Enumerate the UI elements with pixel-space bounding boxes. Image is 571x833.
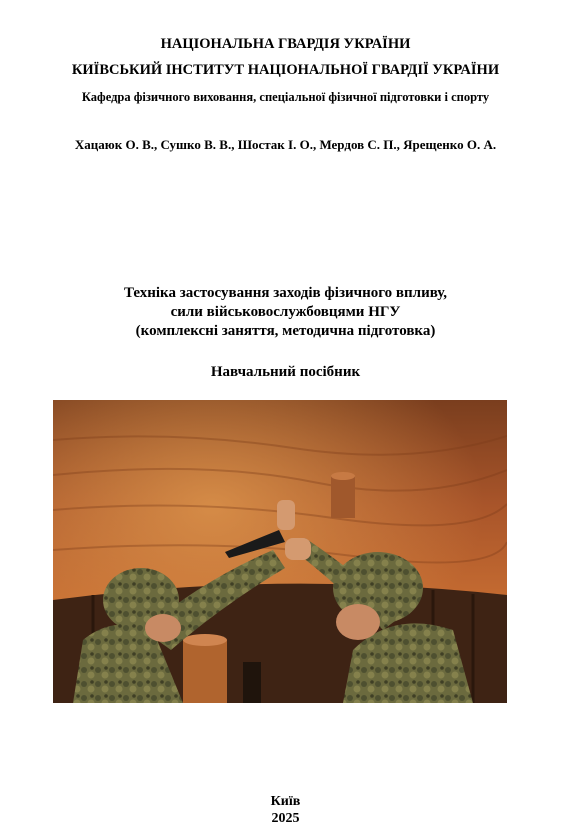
title-line-2: сили військовослужбовцями НГУ — [170, 304, 401, 320]
publication-city: Київ — [270, 794, 301, 809]
title-line-3: (комплексні заняття, методична підготовка) — [135, 323, 436, 339]
organization-name: НАЦІОНАЛЬНА ГВАРДІЯ УКРАЇНИ — [160, 36, 411, 52]
authors: Хацаюк О. В., Сушко В. В., Шостак І. О., Мердов С. П., Ярещенко О. А. — [74, 137, 497, 152]
document-type: Навчальний посібник — [210, 364, 361, 380]
department-name: Кафедра фізичного виховання, спеціальної фізичної підготовки і спорту — [81, 90, 490, 104]
soldiers-training-illustration — [53, 400, 507, 703]
publication-year: 2025 — [271, 811, 300, 826]
institute-name: КИЇВСЬКИЙ ІНСТИТУТ НАЦІОНАЛЬНОЇ ГВАРДІЇ УКРАЇНИ — [71, 62, 500, 78]
title-line-1: Техніка застосування заходів фізичного впливу, — [123, 285, 448, 301]
cover-photo — [53, 400, 507, 703]
